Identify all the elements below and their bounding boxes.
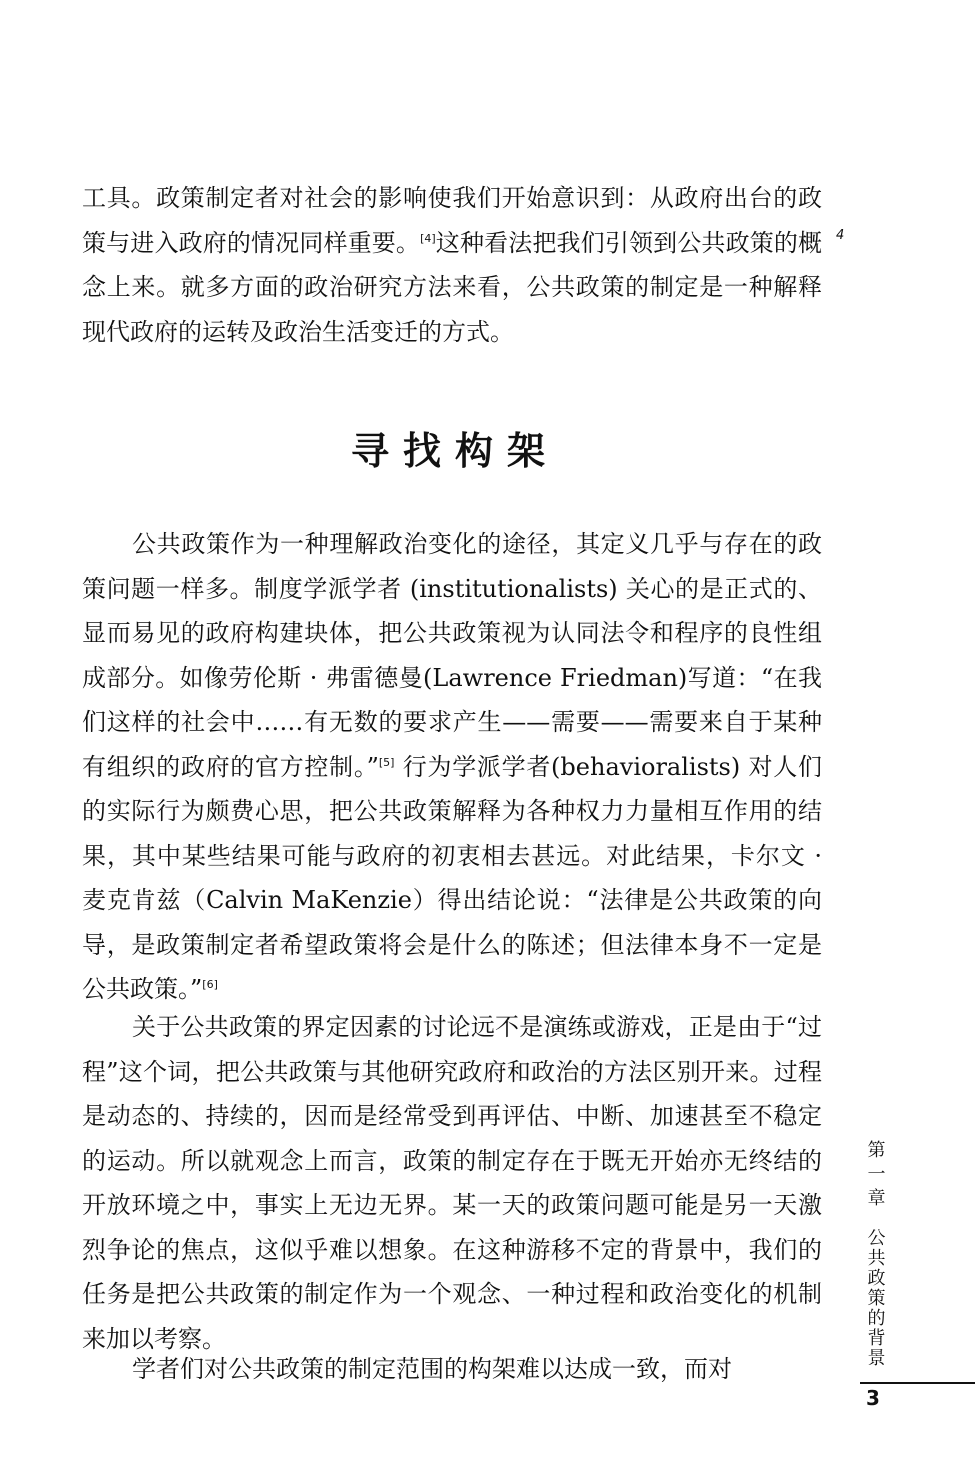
section-heading: 寻找构架 bbox=[350, 429, 559, 473]
running-head-title: 公共政策的背景 bbox=[864, 1228, 886, 1368]
intro-paragraph bbox=[82, 176, 822, 354]
footnote-ref-5[interactable]: [5] bbox=[378, 755, 395, 769]
body-paragraph-1 bbox=[82, 522, 822, 1012]
footnote-ref-6[interactable]: [6] bbox=[202, 978, 218, 991]
intro-text-b: 这种看法把我们引领到公共政策的概念上来。就多方面的政治研究方法来看，公共政策的制定是一种解释现代政府的运转及政治生活变迁的方式。 bbox=[82, 228, 823, 346]
margin-page-mark: 4 bbox=[836, 228, 845, 243]
footnote-ref-4[interactable]: [4] bbox=[420, 231, 436, 245]
running-head bbox=[862, 1140, 888, 1368]
page-number: 3 bbox=[866, 1386, 880, 1410]
body-paragraph-2: 关于公共政策的界定因素的讨论远不是演练或游戏，正是由于“过程”这个词，把公共政策与其他研究政府和政治的方法区别开来。过程是动态的、持续的，因而是经常受到再评估、中断、加速甚至不稳定的运动。所以就观念上而言，政策的制定存在于既无开始亦无终结的开放环境之中，事实上无边无界。某一天的政策问题可能是另一天激烈争论的焦点，这似乎难以想象。在这种游移不定的背景中，我们的任务是把公共政策的制定作为一个观念、一种过程和政治变化的机制来加以考察。 bbox=[82, 1013, 822, 1353]
para1-text-a: 公共政策作为一种理解政治变化的途径，其定义几乎与存在的政策问题一样多。制度学派学者 (institutionalists) 关心的是正式的、显而易见的政府构建块体，把公共政策视为认同法令和程序的良性组成部分。如像劳伦斯 · 弗雷德曼(Lawrence Friedman)写道：“在我们这样的社会中……有无数的要求产生——需要——需要来自于某种有组织的政府的官方控制。” bbox=[82, 530, 822, 781]
para1-text-b: 行为学派学者(behavioralists) 对人们的实际行为颇费心思，把公共政策解释为各种权力力量相互作用的结果，其中某些结果可能与政府的初衷相去甚远。对此结果，卡尔文 · 麦克肯兹（Calvin MaKenzie）得出结论说：“法律是公共政策的向导，是政策制定者希望政策将会是什么的陈述；但法律本身不一定是公共政策。” bbox=[82, 752, 822, 1003]
intro-text-a: 工具。政策制定者对社会的影响使我们开始意识到：从政府出台的政策与进入政府的情况同样重要。 bbox=[82, 184, 822, 257]
running-head-chapter: 第一章 bbox=[864, 1140, 886, 1212]
body-paragraph-3: 学者们对公共政策的制定范围的构架难以达成一致，而对 bbox=[132, 1355, 732, 1383]
footer-rule bbox=[860, 1382, 975, 1384]
